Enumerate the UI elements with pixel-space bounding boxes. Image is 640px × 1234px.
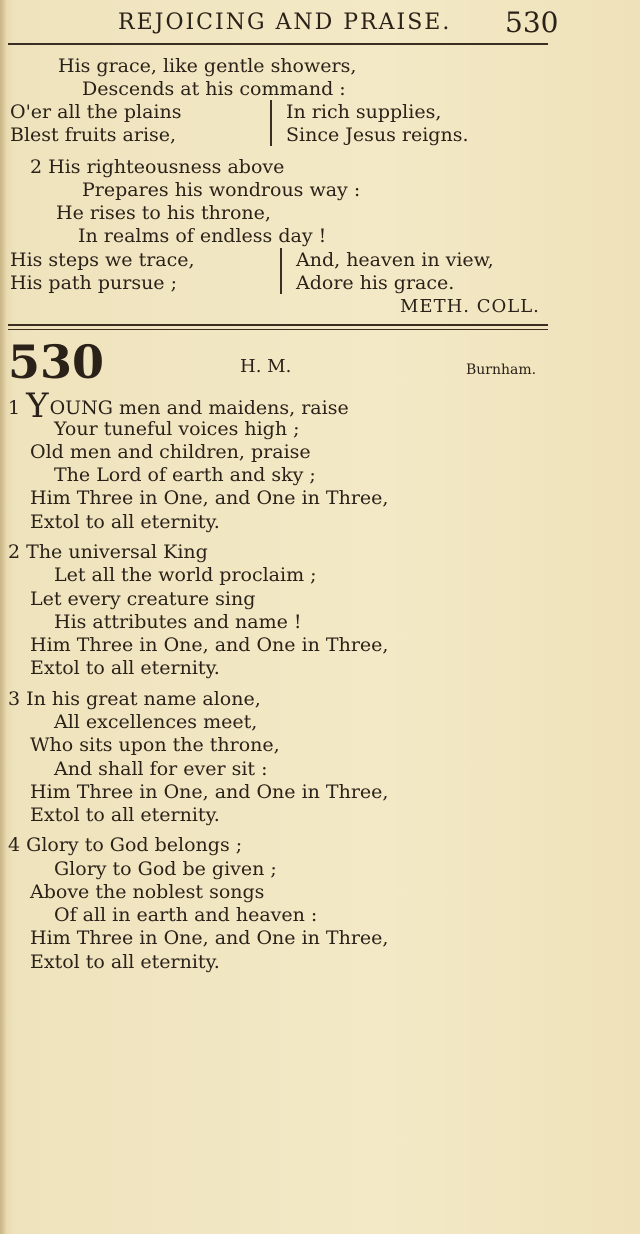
prev-hymn-line: He rises to his throne, <box>56 202 271 224</box>
verse-line <box>8 687 261 711</box>
tune-name: Burnham. <box>466 362 537 378</box>
verse-number: 1 <box>8 397 21 419</box>
verse-number: 2 <box>8 541 21 563</box>
split-left: His path pursue ; <box>10 272 177 294</box>
prev-hymn-line: Descends at his command : <box>82 78 346 100</box>
verse-line: Glory to God be given ; <box>54 858 277 880</box>
split-divider <box>280 248 282 294</box>
page-number: 530 <box>505 6 559 39</box>
drop-cap: Y <box>26 386 49 426</box>
verse-line: The Lord of earth and sky ; <box>54 464 316 486</box>
split-right: In rich supplies, <box>286 101 442 123</box>
verse-line: All excellences meet, <box>54 711 258 733</box>
verse-line: Him Three in One, and One in Three, <box>30 927 389 949</box>
verse-line: And shall for ever sit : <box>54 758 268 780</box>
hymn-meter: H. M. <box>240 356 292 377</box>
verse-line: Of all in earth and heaven : <box>54 904 318 926</box>
verse-line: Who sits upon the throne, <box>30 734 280 756</box>
verse-number: 4 <box>8 834 21 856</box>
split-divider <box>270 100 272 146</box>
split-right: Adore his grace. <box>296 272 455 294</box>
verse-line: Him Three in One, and One in Three, <box>30 781 389 803</box>
attribution: METH. COLL. <box>400 296 540 317</box>
verse-first-line: Glory to God belongs ; <box>26 834 243 856</box>
page-binding-edge <box>0 0 6 1234</box>
split-right: Since Jesus reigns. <box>286 124 469 146</box>
header-rule <box>8 43 548 45</box>
split-left: His steps we trace, <box>10 249 195 271</box>
prev-hymn-line: 2 His righteousness above <box>30 156 285 178</box>
hymn-separator-rule <box>8 329 548 330</box>
verse-first-line: The universal King <box>26 541 208 563</box>
verse-first-line: In his great name alone, <box>26 688 261 710</box>
verse-line: Extol to all eternity. <box>30 951 220 973</box>
verse-line: Extol to all eternity. <box>30 804 220 826</box>
prev-hymn-line: Prepares his wondrous way : <box>82 179 361 201</box>
verse-line: Him Three in One, and One in Three, <box>30 487 389 509</box>
prev-hymn-line: His grace, like gentle showers, <box>58 55 357 77</box>
split-left: O'er all the plains <box>10 101 182 123</box>
verse-line <box>8 833 242 857</box>
running-title: REJOICING AND PRAISE. <box>118 10 452 35</box>
verse-line: Extol to all eternity. <box>30 657 220 679</box>
hymn-separator-rule <box>8 324 548 326</box>
split-right: And, heaven in view, <box>296 249 494 271</box>
verse-line: Above the noblest songs <box>30 881 265 903</box>
prev-hymn-line: In realms of endless day ! <box>78 225 327 247</box>
hymn-number: 530 <box>8 335 105 389</box>
verse-line: Old men and children, praise <box>30 441 311 463</box>
verse-line: His attributes and name ! <box>54 611 302 633</box>
verse-first-line: OUNG men and maidens, raise <box>49 397 349 419</box>
verse-line: Your tuneful voices high ; <box>54 418 300 440</box>
verse-number: 3 <box>8 688 21 710</box>
verse-line: Let every creature sing <box>30 588 256 610</box>
verse-line: Let all the world proclaim ; <box>54 564 317 586</box>
verse-line: Extol to all eternity. <box>30 511 220 533</box>
split-left: Blest fruits arise, <box>10 124 177 146</box>
verse-line: Him Three in One, and One in Three, <box>30 634 389 656</box>
page-header <box>0 4 640 44</box>
verse-line <box>8 540 208 564</box>
